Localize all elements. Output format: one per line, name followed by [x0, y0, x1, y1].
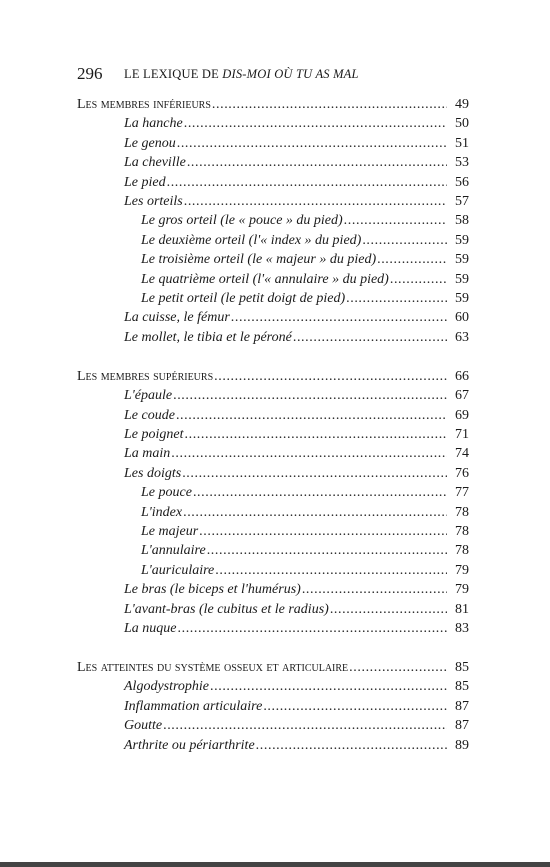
- entry-label: L'épaule: [124, 388, 173, 404]
- page-ref: 59: [455, 252, 469, 268]
- toc-entry: [141, 563, 469, 583]
- page-ref: 59: [455, 271, 469, 287]
- entry-label: Le gros orteil (le « pouce » du pied): [141, 213, 343, 229]
- toc-entry: [124, 388, 469, 408]
- dot-leader: [231, 310, 447, 326]
- dot-leader: [199, 524, 447, 540]
- entry-label: Le coude: [124, 407, 175, 423]
- dot-leader: [163, 718, 447, 734]
- dot-leader: [302, 582, 447, 598]
- section-title: Les membres supérieurs: [77, 368, 214, 384]
- entry-label: Les orteils: [124, 194, 183, 209]
- entry-label: Le mollet, le tibia et le péroné: [124, 329, 292, 345]
- page-ref: 83: [455, 621, 469, 636]
- entry-label: La main: [124, 446, 171, 462]
- toc-entry: [124, 155, 469, 175]
- toc-entry: [124, 330, 469, 350]
- entry-label: Les doigts: [124, 465, 182, 481]
- entry-label: L'avant-bras (le cubitus et le radius): [124, 601, 329, 617]
- page-ref: 63: [455, 329, 469, 345]
- toc-entry: [124, 699, 469, 719]
- page-ref: 51: [455, 135, 469, 151]
- page-ref: 50: [455, 116, 469, 132]
- dot-leader: [263, 699, 447, 715]
- toc-entry: [141, 291, 469, 311]
- toc-entry: [124, 582, 469, 602]
- dot-leader: [173, 388, 447, 404]
- running-title-book: DIS-MOI OÙ TU AS MAL: [222, 67, 359, 81]
- dot-leader: [256, 738, 447, 754]
- toc-entry: [124, 602, 469, 622]
- page-ref: 59: [455, 291, 469, 306]
- page-ref: 74: [455, 446, 469, 462]
- dot-leader: [187, 155, 447, 171]
- page-ref: 49: [455, 97, 469, 112]
- toc-entry: [124, 136, 469, 156]
- dot-leader: [183, 505, 447, 521]
- dot-leader: [215, 563, 447, 579]
- page-ref: 78: [455, 543, 469, 559]
- toc-entry: [141, 233, 469, 253]
- toc-entry: [141, 213, 469, 233]
- toc-entry: [124, 427, 469, 447]
- toc-entry: [124, 718, 469, 738]
- dot-leader: [167, 175, 447, 191]
- entry-label: L'auriculaire: [141, 562, 215, 578]
- page-ref: 87: [455, 698, 469, 714]
- entry-label: La cuisse, le fémur: [124, 310, 230, 326]
- dot-leader: [377, 252, 447, 268]
- dot-leader: [178, 621, 448, 637]
- entry-label: L'annulaire: [141, 543, 206, 559]
- page-number: 296: [77, 64, 103, 83]
- page-ref: 59: [455, 232, 469, 248]
- dot-leader: [184, 116, 447, 132]
- page-ref: 79: [455, 582, 469, 598]
- page-bottom-edge: [0, 862, 550, 867]
- toc-entry: [124, 194, 469, 214]
- page-ref: 77: [455, 485, 469, 501]
- entry-label: Le majeur: [141, 524, 199, 539]
- toc-entry: [124, 621, 469, 641]
- dot-leader: [182, 466, 447, 482]
- section-heading: [77, 369, 469, 389]
- entry-label: Le pied: [124, 174, 166, 190]
- entry-label: Le troisième orteil (le « majeur » du pied): [141, 252, 377, 268]
- entry-label: L'index: [141, 504, 183, 520]
- entry-label: Le quatrième orteil (l'« annulaire » du pied): [141, 271, 389, 287]
- page-ref: 66: [455, 368, 469, 384]
- page-ref: 69: [455, 407, 469, 423]
- entry-label: Le poignet: [124, 427, 184, 442]
- entry-label: Le pouce: [141, 485, 192, 501]
- dot-leader: [176, 408, 447, 424]
- dot-leader: [207, 543, 447, 559]
- page-ref: 87: [455, 718, 469, 734]
- toc-entry: [124, 446, 469, 466]
- section-title: Les membres inférieurs: [77, 97, 211, 112]
- section-heading: [77, 660, 469, 680]
- page-ref: 78: [455, 524, 469, 539]
- page-ref: 85: [455, 679, 469, 695]
- toc-entry: [124, 408, 469, 428]
- page-ref: 56: [455, 174, 469, 190]
- dot-leader: [346, 291, 447, 307]
- entry-label: Le bras (le biceps et l'humérus): [124, 582, 301, 598]
- toc-entry: [124, 116, 469, 136]
- entry-label: La nuque: [124, 621, 177, 636]
- dot-leader: [185, 427, 448, 443]
- page-ref: 71: [455, 427, 469, 442]
- dot-leader: [177, 136, 447, 152]
- toc-entry: [141, 524, 469, 544]
- toc-entry: [124, 738, 469, 758]
- entry-label: Goutte: [124, 718, 163, 734]
- toc-entry: [141, 505, 469, 525]
- entry-label: Inflammation articulaire: [124, 698, 263, 714]
- page-ref: 79: [455, 562, 469, 578]
- dot-leader: [330, 602, 447, 618]
- toc-entry: [141, 485, 469, 505]
- section-heading: [77, 97, 469, 117]
- page-ref: 67: [455, 388, 469, 404]
- page-ref: 85: [455, 660, 469, 675]
- dot-leader: [171, 446, 447, 462]
- page-ref: 53: [455, 155, 469, 171]
- dot-leader: [210, 679, 447, 695]
- toc-entry: [124, 175, 469, 195]
- toc-entry: [141, 272, 469, 292]
- toc-entry: [141, 543, 469, 563]
- dot-leader: [293, 330, 447, 346]
- page-ref: 57: [455, 194, 469, 209]
- dot-leader: [344, 213, 447, 229]
- toc-entry: [124, 679, 469, 699]
- dot-leader: [193, 485, 447, 501]
- toc-entry: [124, 310, 469, 330]
- dot-leader: [362, 233, 447, 249]
- dot-leader: [212, 97, 447, 113]
- toc-entry: [141, 252, 469, 272]
- page-ref: 89: [455, 737, 469, 753]
- page-ref: 78: [455, 504, 469, 520]
- dot-leader: [349, 660, 447, 676]
- page-ref: 76: [455, 465, 469, 481]
- entry-label: Le petit orteil (le petit doigt de pied): [141, 291, 346, 306]
- page-ref: 81: [455, 601, 469, 617]
- page-ref: 60: [455, 310, 469, 326]
- page-ref: 58: [455, 213, 469, 229]
- entry-label: Le genou: [124, 135, 176, 151]
- entry-label: Le deuxième orteil (l'« index » du pied): [141, 232, 362, 248]
- entry-label: La cheville: [124, 155, 186, 171]
- dot-leader: [390, 272, 447, 288]
- entry-label: La hanche: [124, 116, 183, 132]
- dot-leader: [184, 194, 447, 210]
- running-title-prefix: LE LEXIQUE DE: [124, 67, 223, 81]
- entry-label: Algodystrophie: [124, 679, 210, 695]
- section-title: Les atteintes du système osseux et articulaire: [77, 660, 349, 675]
- entry-label: Arthrite ou périarthrite: [124, 737, 255, 753]
- toc-entry: [124, 466, 469, 486]
- dot-leader: [214, 369, 447, 385]
